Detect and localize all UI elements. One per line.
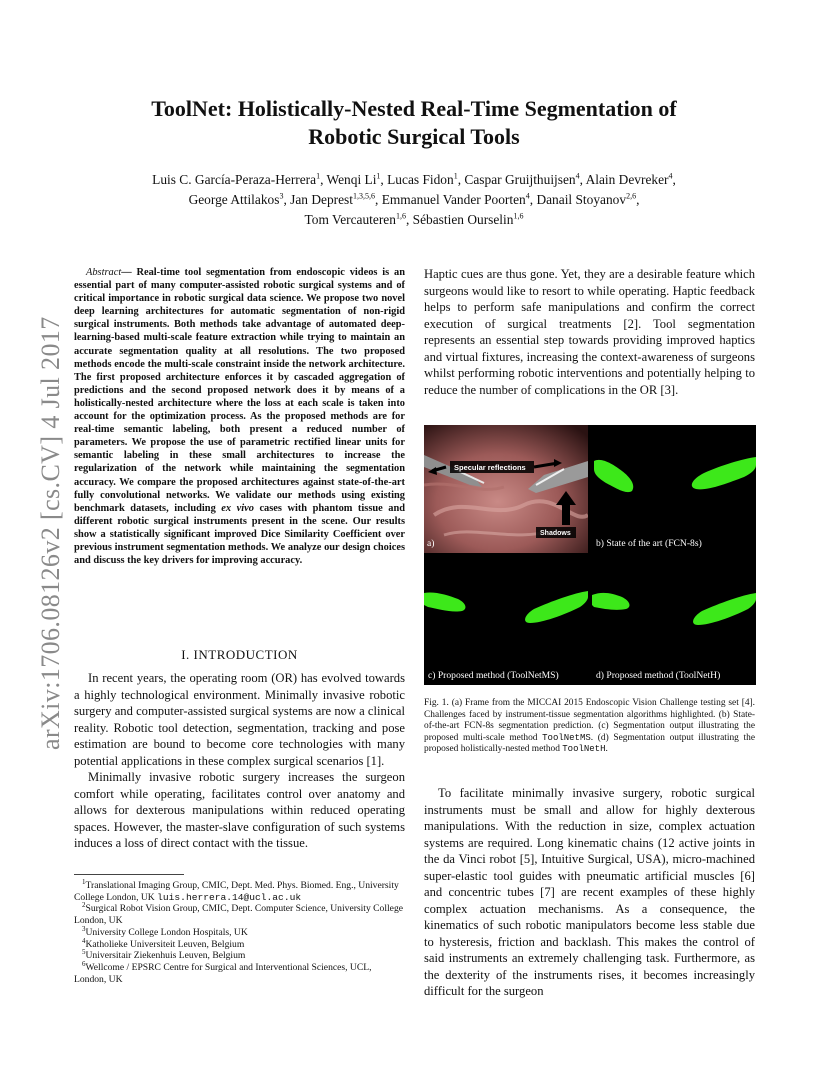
panel-a-label: a): [427, 538, 435, 549]
panel-d-label: d) Proposed method (ToolNetH): [596, 670, 721, 681]
figure-panel-b: [592, 425, 756, 553]
author-name: Lucas Fidon: [387, 172, 454, 187]
author-name: Jan Deprest: [290, 192, 353, 207]
segmentation-mask-toolneth: [592, 557, 756, 685]
footnote: $^6$Wellcome / EPSRC Centre for Surgical and Interventional Sciences, UCL, London, UK: [74, 959, 372, 985]
author-name: Alain Devreker: [585, 172, 669, 187]
paragraph: In recent years, the operating room (OR) has evolved towards a highly technological environment. Minimally invasive robotic surgery and computer-assisted surgical systems are now a clinical reality. Robotic tool detection, segmentation, tracking and pose estimation are bound to become core technologies with many potential applications in these complex surgical scenarios [1].: [74, 671, 405, 768]
surgical-frame-image: [424, 425, 588, 553]
author-name: Luis C. García-Peraza-Herrera: [152, 172, 317, 187]
segmentation-mask-fcn8s: [592, 425, 756, 553]
author-name: Danail Stoyanov: [536, 192, 627, 207]
author-name: Sébastien Ourselin: [412, 212, 514, 227]
right-column-bottom: [424, 785, 755, 1000]
author-line-1: Luis C. García-Peraza-Herrera$^1$, Wenqi Li$^1$, Lucas Fidon$^1$, Caspar Gruijthuijsen$^4$, Alain Devreker$^4$,: [152, 171, 676, 187]
footnote: $^4$Katholieke Universiteit Leuven, Belgium: [82, 936, 245, 950]
footnote-email: luis.herrera.14@ucl.ac.uk: [157, 891, 302, 903]
annotation-shadows: Shadows: [540, 530, 571, 537]
author-affiliation: 4: [575, 171, 580, 181]
author-line-3: Tom Vercauteren$^{1,6}$, Sébastien Ourselin$^{1,6}$: [304, 211, 524, 227]
panel-b-label: b) State of the art (FCN-8s): [596, 538, 702, 549]
caption-method-toolnetms: ToolNetMS: [542, 732, 591, 743]
segmentation-mask-toolnetms: [424, 557, 588, 685]
paragraph: Haptic cues are thus gone. Yet, they are a desirable feature which surgeons would like to resort to while operating. Haptic feedback helps to perform safe manipulations and confirm the correct execution of surgical treatments [2]. Tool segmentation represents an essential step towards providing improved haptics and virtual fixtures, increasing the context-awareness of surgeons whilst performing robotic interventions and potentially helping to reduce the number of complications in the OR [3].: [424, 267, 755, 397]
footnote: $^2$Surgical Robot Vision Group, CMIC, Dept. Computer Science, University College London, UK: [74, 901, 403, 927]
footnote: $^1$Translational Imaging Group, CMIC, Dept. Med. Phys. Biomed. Eng., University College London, UK luis.herrera.14@ucl.ac.uk: [74, 877, 399, 903]
figure-caption: Fig. 1. (a) Frame from the MICCAI 2015 Endoscopic Vision Challenge testing set [4]. Challenges faced by instrument-tissue segmentation algorithms highlighted. (b) State-of-the-art FCN-8s segmentation prediction. (c) Segmentation output illustrating the proposed multi-scale method ToolNetMS. (d) Segmentation output illustrating the proposed holistically-nested method ToolNetH.: [424, 698, 756, 755]
paragraph: To facilitate minimally invasive surgery, robotic surgical instruments must be small and allow for highly dexterous manipulations. With the reduction in size, complex actuation systems are required. Long kinematic chains (12 active joints in the da Vinci robot [5], Intuitive Surgical, USA), micro-machined super-elastic tool guides with pneumatic artificial muscles [6] and concentric tubes [7] are recent examples of these highly complex actuation mechanisms. As a consequence, the kinematics of such robotic manipulators become less stable due to hysteresis, friction and backlash. This makes the control of said instruments an extremely challenging task. Furthermore, as the dexterity of the instruments rises, it becomes increasingly difficult for the surgeon: [424, 786, 755, 998]
paragraph: Minimally invasive robotic surgery increases the surgeon comfort while operating, facilitates control over anatomy and allows for dexterous manipulations within reduced operating spaces. However, the master-slave configuration of such systems induces a loss of direct contact with the tissue.: [74, 770, 405, 850]
figure-panel-a: [424, 425, 588, 553]
paper-title: [100, 95, 728, 151]
author-affiliation: 1,3,5,6: [352, 191, 375, 201]
title-line-2: Robotic Surgical Tools: [308, 124, 520, 149]
author-affiliation: 2,6: [626, 191, 637, 201]
arxiv-identifier: arXiv:1706.08126v2 [cs.CV] 4 Jul 2017: [36, 316, 65, 750]
panel-c-label: c) Proposed method (ToolNetMS): [428, 670, 559, 681]
right-column-top: [424, 266, 755, 398]
abstract-ex-vivo: ex vivo: [221, 502, 254, 514]
abstract-lead: Abstract: [86, 267, 122, 278]
caption-text: (a) Frame from the MICCAI 2015 Endoscopic Vision Challenge testing set [4]. Challenges faced by instrument-tissue segmentation algorithms highlighted. (b) State-of-the-art FCN-8s segmentation prediction. (c) Segmentation output illustrating the proposed multi-scale method: [424, 698, 756, 743]
introduction-body: [74, 670, 405, 852]
author-list: [90, 170, 738, 230]
author-affiliation: 1,6: [513, 211, 524, 221]
abstract-text-cont: cases with phantom tissue and different robotic surgical instruments present in the scene. Our results show a statistically significant improved Dice Similarity Coefficient over previous instrument segmentation methods. We analyze our design choices and discuss the key drivers for improving accuracy.: [74, 502, 406, 567]
figure-panel-d: [592, 557, 756, 685]
abstract-text: Real-time tool segmentation from endoscopic videos is an essential part of many computer-assisted robotic surgical systems and of critical importance in robotic surgical data science. We propose two novel deep learning architectures for automatic segmentation of non-rigid surgical instruments. Both methods take advantage of automated deep-learning-based multi-scale feature extraction while trying to maintain an accurate segmentation quality at all resolutions. The two proposed methods encode the multi-scale constraint inside the network architecture. The first proposed architecture enforces it by cascaded aggregation of predictions and the second proposed network does it by means of a holistically-nested architecture where the loss at each scale is taken into account for the optimization process. As the proposed methods are for real-time semantic labeling, both present a reduced number of parameters. We propose the use of parametric rectified linear units for semantic labeling in these small architectures to increase the regularization of the network while maintaining the segmentation accuracy. We compare the proposed architectures against state-of-the-art fully convolutional networks. We validate our methods using existing benchmark datasets, including: [74, 267, 405, 514]
footnote: $^5$Universitair Ziekenhuis Leuven, Belgium: [82, 948, 246, 962]
author-name: Caspar Gruijthuijsen: [464, 172, 576, 187]
author-name: Emmanuel Vander Poorten: [381, 192, 526, 207]
caption-method-toolneth: ToolNetH: [562, 744, 606, 755]
title-line-1: ToolNet: Holistically-Nested Real-Time Segmentation of: [151, 96, 677, 121]
abstract: Abstract— Real-time tool segmentation from endoscopic videos is an essential part of many computer-assisted robotic surgical systems and of critical importance in robotic surgical data science. We propose two novel deep learning architectures for automatic segmentation of non-rigid surgical instruments. Both methods take advantage of automated deep-learning-based multi-scale feature extraction while trying to maintain an accurate segmentation quality at all resolutions. The two proposed methods encode the multi-scale constraint inside the network architecture. The first proposed architecture enforces it by cascaded aggregation of predictions and the second proposed network does it by means of a holistically-nested architecture where the loss at each scale is taken into account for the optimization process. As the proposed methods are for real-time semantic labeling, both present a reduced number of parameters. We propose the use of parametric rectified linear units for semantic labeling in these small architectures to increase the regularization of the network while maintaining the segmentation accuracy. We compare the proposed architectures against state-of-the-art fully convolutional networks. We validate our methods using existing benchmark datasets, including ex vivo cases with phantom tissue and different robotic surgical instruments present in the scene. Our results show a statistically significant improved Dice Similarity Coefficient over previous instrument segmentation methods. We analyze our design choices and discuss the key drivers for improving accuracy.: [74, 267, 406, 567]
author-affiliation: 4: [668, 171, 673, 181]
caption-label: Fig. 1.: [424, 698, 449, 708]
author-affiliation: 1: [453, 171, 458, 181]
author-affiliation: 4: [525, 191, 530, 201]
author-affiliation: 1: [316, 171, 321, 181]
footnote: $^3$University College London Hospitals, UK: [82, 924, 248, 938]
author-affiliation: 1,6: [395, 211, 406, 221]
author-affiliation: 3: [279, 191, 284, 201]
author-name: George Attilakos: [188, 192, 280, 207]
author-name: Tom Vercauteren: [304, 212, 396, 227]
section-heading-introduction: I. INTRODUCTION: [181, 647, 298, 662]
footnote-rule: [74, 874, 184, 875]
author-name: Wenqi Li: [326, 172, 377, 187]
author-affiliation: 1: [376, 171, 381, 181]
footnotes: [74, 877, 405, 985]
figure-panel-c: [424, 557, 588, 685]
annotation-specular: Specular reflections: [454, 463, 526, 472]
author-line-2: George Attilakos$^3$, Jan Deprest$^{1,3,5,6}$, Emmanuel Vander Poorten$^4$, Danail Stoyanov$^{2,6}$,: [188, 191, 640, 207]
figure-1: [424, 425, 756, 685]
